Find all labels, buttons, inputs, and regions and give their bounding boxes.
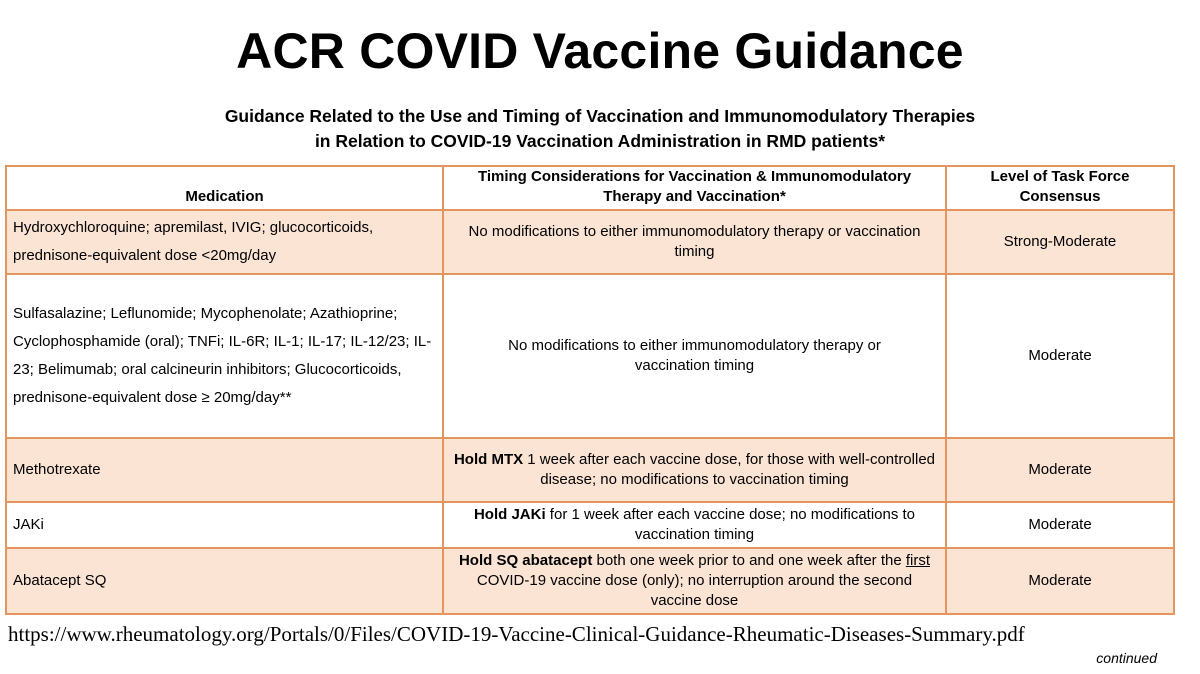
table-row (6, 274, 1174, 438)
timing-cell (443, 502, 946, 548)
consensus-cell: Moderate (946, 274, 1174, 438)
subtitle-line-2: in Relation to COVID-19 Vaccination Administration in RMD patients* (314, 131, 886, 151)
timing-text: COVID-19 vaccine dose (only); no interruption around the second vaccine dose (476, 572, 913, 609)
timing-cell (443, 438, 946, 502)
medication-cell: Hydroxychloroquine; apremilast, IVIG; glucocorticoids, prednisone-equivalent dose <20mg/day (6, 210, 443, 274)
timing-text: 1 week after each vaccine dose, for those with well-controlled disease; no modifications to vaccination timing (523, 451, 936, 488)
header-timing: Timing Considerations for Vaccination & Immunomodulatory Therapy and Vaccination* (443, 166, 946, 210)
timing-cell (443, 548, 946, 614)
medication-cell: Sulfasalazine; Leflunomide; Mycophenolate; Azathioprine; Cyclophosphamide (oral); TNFi; IL-6R; IL-1; IL-17; IL-12/23; IL-23; Belimumab; oral calcineurin inhibitors; Glucocorticoids, prednisone-equivalent dose ≥ 20mg/day** (6, 274, 443, 438)
consensus-cell: Moderate (946, 548, 1174, 614)
medication-cell: Abatacept SQ (6, 548, 443, 614)
table-row (6, 548, 1174, 614)
timing-text: No modifications to either immunomodulatory therapy or vaccination timing (468, 223, 921, 260)
timing-bold-text: Hold JAKi (473, 506, 546, 523)
consensus-cell: Moderate (946, 438, 1174, 502)
timing-text: both one week prior to and one week after the (592, 552, 906, 569)
consensus-cell: Strong-Moderate (946, 210, 1174, 274)
guidance-table (5, 165, 1175, 615)
consensus-cell: Moderate (946, 502, 1174, 548)
medication-cell: JAKi (6, 502, 443, 548)
timing-cell (443, 210, 946, 274)
timing-bold-text: Hold SQ abatacept (458, 552, 593, 569)
table-row (6, 438, 1174, 502)
timing-text: for 1 week after each vaccine dose; no modifications to vaccination timing (545, 506, 916, 543)
continued-label: continued (1096, 650, 1157, 666)
header-level: Level of Task Force Consensus (946, 166, 1174, 210)
timing-text: No modifications to either immunomodulatory therapy or vaccination timing (508, 337, 881, 374)
table-row (6, 502, 1174, 548)
source-url: https://www.rheumatology.org/Portals/0/Files/COVID-19-Vaccine-Clinical-Guidance-Rheumatic-Diseases-Summary.pdf (8, 622, 1025, 646)
timing-cell (443, 274, 946, 438)
table-header-row (6, 166, 1174, 210)
timing-bold-text: Hold MTX (453, 451, 524, 468)
table-row (6, 210, 1174, 274)
timing-underlined-text: first (905, 552, 931, 569)
slide-title: ACR COVID Vaccine Guidance (236, 23, 964, 79)
slide-subtitle (0, 104, 1200, 154)
header-medication: Medication (6, 166, 443, 210)
subtitle-line-1: Guidance Related to the Use and Timing of Vaccination and Immunomodulatory Therapies (224, 106, 976, 126)
medication-cell: Methotrexate (6, 438, 443, 502)
